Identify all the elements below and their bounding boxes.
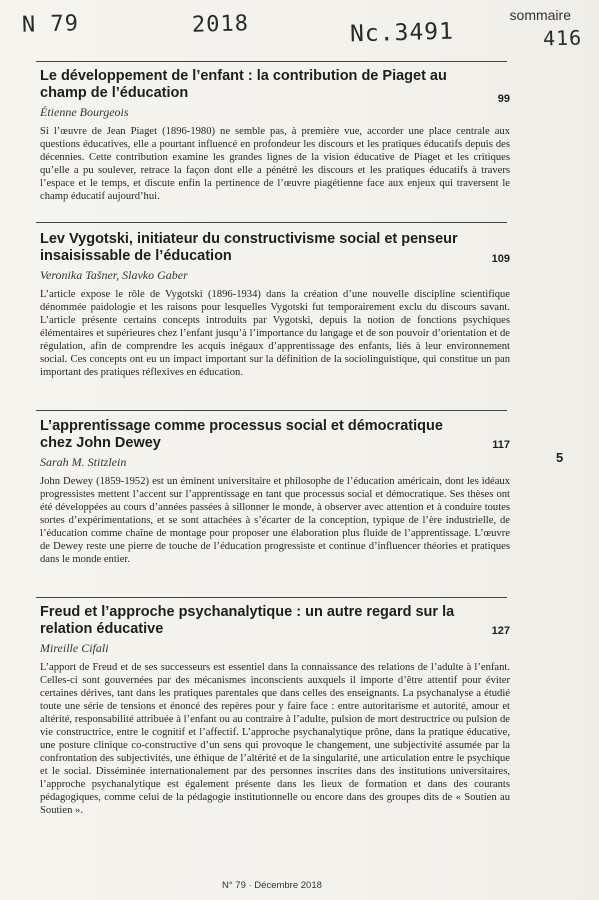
page-footer: N° 79 · Décembre 2018 <box>222 880 322 891</box>
article-abstract: John Dewey (1859-1952) est un éminent universitaire et philosophe de l’éducation américain, dont les idéaux progressistes mettent l’accent sur l’apprentissage en tant que processus social et démocratique. Ses thèses ont été développées au cours d’années passées à sillonner le monde, à observer avec attention et à conduire toutes sortes d’expérimentations, et se sont attachées à s’écarter de la conception, typique de l’ère industrielle, de l’éducation comme chaîne de montage pour proposer une élaboration plus fluide de l’apprentissage. L’œuvre de Dewey reste une pierre de touche de l’éducation progressiste et continue d’influencer théories et pratiques dans le monde entier. <box>40 476 510 565</box>
section-header: sommaire <box>509 7 571 23</box>
article-freud <box>40 604 510 817</box>
article-author: Veronika Tašner, Slavko Gaber <box>40 268 188 282</box>
article-dewey <box>40 418 510 566</box>
article-author: Mireille Cifali <box>40 641 109 655</box>
article-page-number: 99 <box>497 93 510 105</box>
article-author: Sarah M. Stitzlein <box>40 455 127 469</box>
article-vygotski <box>40 231 510 379</box>
article-page-number: 127 <box>491 625 510 637</box>
article-title: L’apprentissage comme processus social et démocratique chez John Dewey <box>40 418 443 451</box>
handwritten-reference-note: Nc.3491 <box>349 18 455 48</box>
article-title: Le développement de l’enfant : la contribution de Piaget au champ de l’éducation <box>40 68 447 101</box>
divider <box>36 222 507 223</box>
article-piaget <box>40 68 510 203</box>
article-author: Étienne Bourgeois <box>40 105 129 119</box>
handwritten-pages-note: 416 <box>542 25 583 51</box>
article-page-number: 117 <box>492 439 510 451</box>
article-abstract: L’apport de Freud et de ses successeurs est essentiel dans la connaissance des relations de l’adulte à l’enfant. Celles-ci sont gouvernées par des mécanismes inconscients auxquels il importe d’être attentif pour éviter certaines dérives, tant dans les pratiques parentales que dans celles des enseignants. La psychanalyse a étudié toute une série de tensions et énoncé des repères pour y faire face : entre autoritarisme et autorité, amour et altérité, responsabilité attribuée à l’enfant ou au contraire à l’adulte, pulsion de mort destructrice ou pulsion de vie constructrice, entre le cognitif et l’affectif. L’approche psychanalytique prône, dans la pratique éducative, une posture clinique co-constructive d’un sens qui provoque le changement, une subjectivité assumée par la confrontation des subjectivités, une éthique de l’altérité et de la singularité, une articulation entre le psychique et le social. Disséminée internationalement par des personnes inscrites dans des institutions universitaires, l’approche psychanalytique est également présente dans les lieux de formation et dans des courants pédagogiques, comme celui de la pédagogie institutionnelle ou encore dans des groupes dits de « Soutien au Soutien ». <box>40 662 510 816</box>
divider-top <box>36 61 507 62</box>
article-title: Freud et l’approche psychanalytique : un autre regard sur la relation éducative <box>40 604 455 637</box>
article-abstract: Si l’œuvre de Jean Piaget (1896-1980) ne semble pas, à première vue, accorder une place centrale aux questions éducatives, elle a pourtant influencé en profondeur les discours et les pratiques éducatifs depuis des décennies. Cette contribution examine les grandes lignes de la vision éducative de Piaget et les critiques qu’elle a pu soulever, retrace la façon dont elle a pénétré les discours et les pratiques éducatifs à travers l’espace et le temps, et discute enfin la pertinence de l’œuvre piagétienne face aux enjeux qui traversent le champ éducatif aujourd’hui. <box>40 126 510 202</box>
article-page-number: 109 <box>491 253 510 265</box>
handwritten-issue-note: N 79 <box>21 11 80 38</box>
handwritten-year-note: 2018 <box>191 11 250 38</box>
article-title: Lev Vygotski, initiateur du constructivisme social et penseur insaisissable de l’éducation <box>40 231 458 264</box>
side-page-number: 5 <box>556 450 564 465</box>
article-abstract: L’article expose le rôle de Vygotski (1896-1934) dans la création d’une nouvelle discipline scientifique dénommée paidologie et les raisons pour lesquelles Vygotski fut temporairement exclu du discours savant. L’article présente certains concepts introduits par Vygotski, depuis la notion de fonctions psychiques élémentaires et supérieures chez l’enfant jusqu’à l’importance du langage et de son pouvoir d’orientation et de régulation, afin de comprendre les acquis inégaux d’apprentissage des enfants, liés à leur environnement social. Ces concepts ont eu un impact important sur la définition de la sociolinguistique, qui constitue un pan important des pratiques réflexives en éducation. <box>40 289 510 378</box>
divider <box>36 410 507 411</box>
divider <box>36 597 507 598</box>
